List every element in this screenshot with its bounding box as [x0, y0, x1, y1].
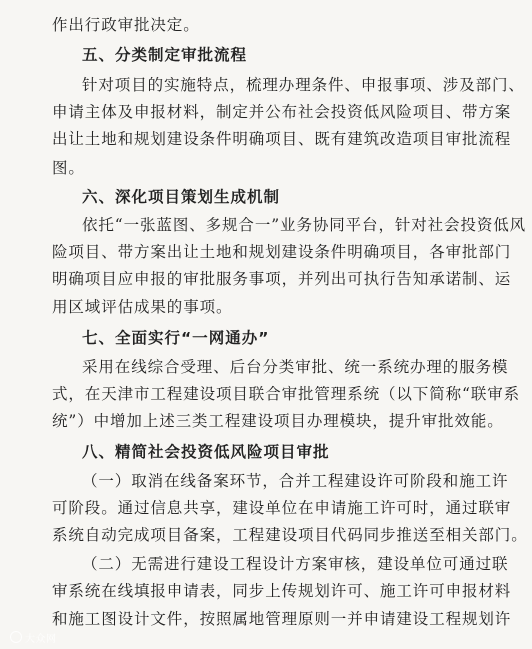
- body-line: 式，在天津市工程建设项目联合审批管理系统（以下简称“联审系: [52, 385, 521, 403]
- body-line: 统”）中增加上述三类工程建设项目办理模块，提升审批效能。: [52, 412, 504, 430]
- watermark: [10, 630, 57, 645]
- body-line: 申请主体及申报材料，制定并公布社会投资低风险项目、带方案: [52, 103, 512, 121]
- watermark-logo-icon: [10, 631, 22, 643]
- body-line: 用区域评估成果的事项。: [52, 298, 233, 316]
- body-line: 作出行政审批决定。: [52, 16, 200, 34]
- section-heading-6: 六、深化项目策划生成机制: [82, 188, 281, 206]
- body-line: 采用在线综合受理、后台分类审批、统一系统办理的服务模: [82, 358, 509, 376]
- watermark-text: 大众网: [25, 634, 57, 645]
- body-line: 依托“一张蓝图、多规合一”业务协同平台，针对社会投资低风: [82, 216, 527, 234]
- body-line: 针对项目的实施特点，梳理办理条件、申报事项、涉及部门、: [82, 76, 525, 94]
- section-heading-8: 八、精简社会投资低风险项目审批: [82, 443, 330, 461]
- body-line: 审系统在线填报申请表，同步上传规划许可、施工许可申报材料: [52, 582, 512, 600]
- body-line: 出让土地和规划建设条件明确项目、既有建筑改造项目审批流程: [52, 130, 512, 148]
- body-line: 系统自动完成项目备案，工程建设项目代码同步推送至相关部门。: [52, 526, 528, 544]
- body-line: 明确项目应申报的审批服务事项，并列出可执行告知承诺制、运: [52, 270, 512, 288]
- body-line: 可阶段。通过信息共享，建设单位在申请施工许可时，通过联审: [52, 499, 512, 517]
- body-line: 险项目、带方案出让土地和规划建设条件明确项目，各审批部门: [52, 243, 512, 261]
- section-heading-7: 七、全面实行“一网通办”: [82, 329, 270, 347]
- body-line: （二）无需进行建设工程设计方案审核，建设单位可通过联: [82, 555, 509, 573]
- body-line: 图。: [52, 159, 85, 177]
- body-line: 和施工图设计文件，按照属地管理原则一并申请建设工程规划许: [52, 610, 512, 628]
- section-heading-5: 五、分类制定审批流程: [82, 46, 248, 64]
- body-line: （一）取消在线备案环节，合并工程建设许可阶段和施工许: [82, 472, 509, 490]
